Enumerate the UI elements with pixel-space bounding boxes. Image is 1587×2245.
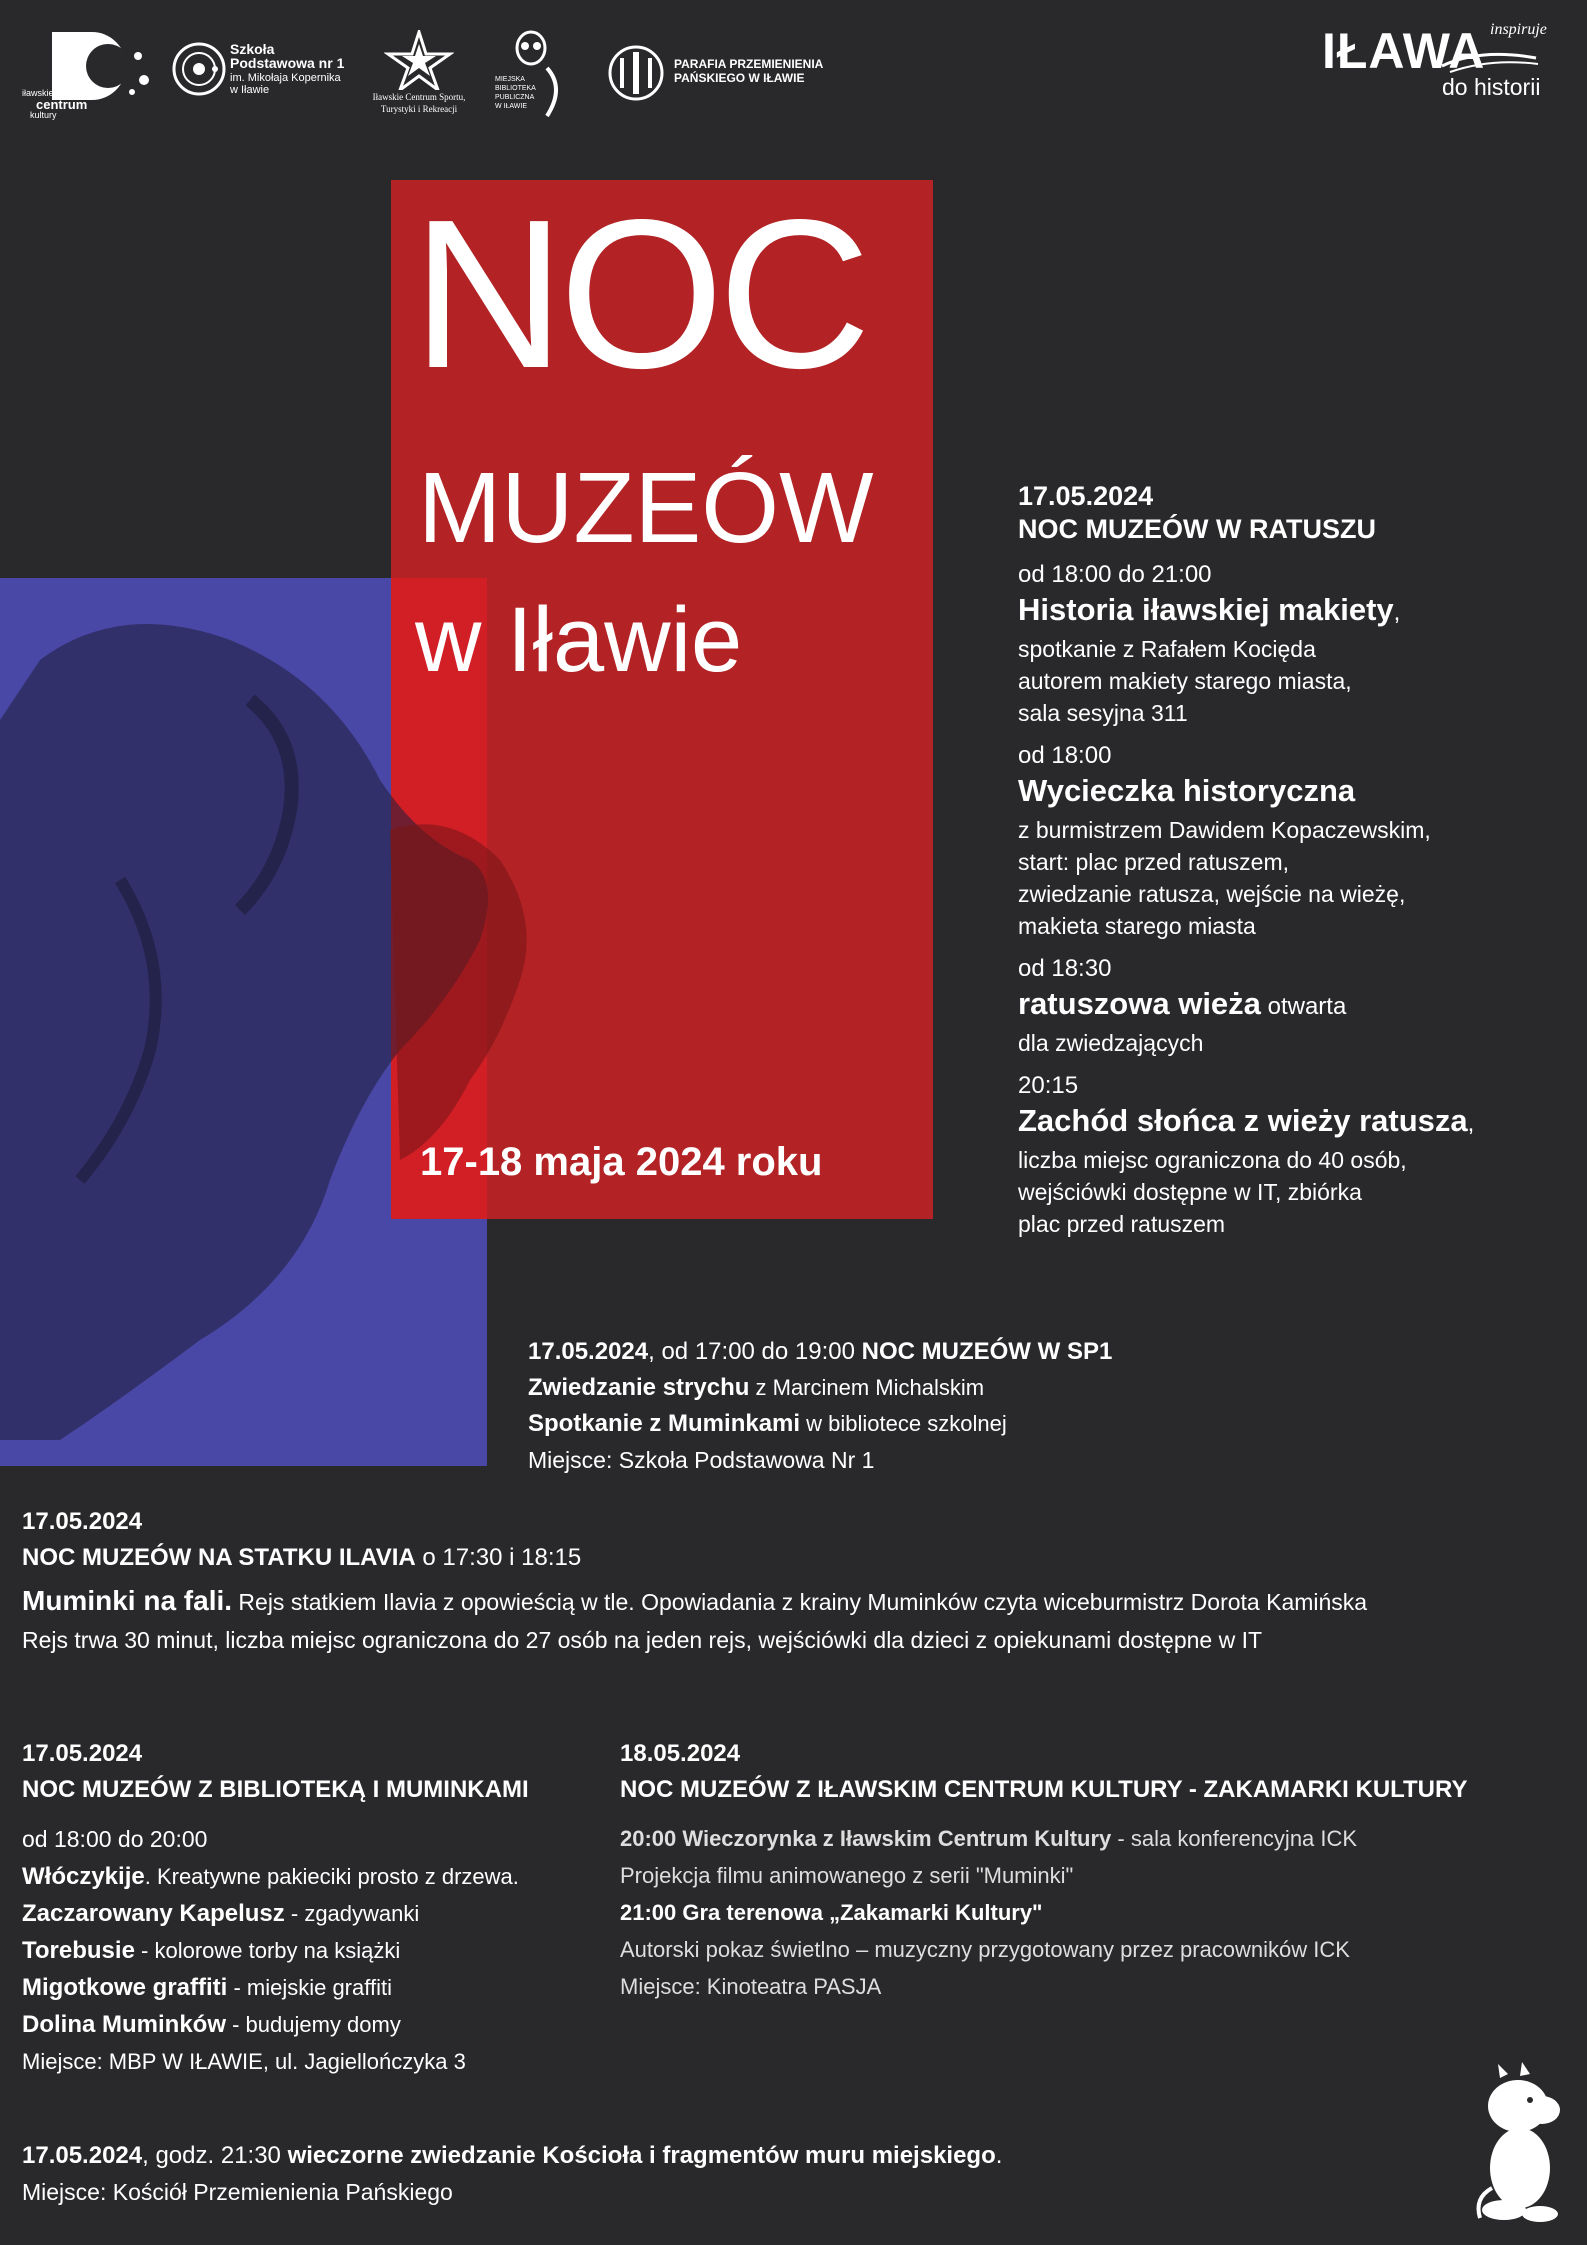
logo-ilawa — [1320, 22, 1560, 102]
biblioteka-item-rest: - zgadywanki — [284, 1901, 420, 1926]
parafia-line2: PAŃSKIEGO W IŁAWIE — [674, 71, 805, 85]
sp1-orbit-icon — [172, 42, 226, 96]
ratusz-section — [1018, 480, 1578, 1240]
biblioteka-item-rest: . Kreatywne pakieciki prosto z drzewa. — [144, 1864, 519, 1889]
logo-sp1 — [172, 40, 352, 100]
logo-mbp — [495, 28, 567, 120]
event-detail: plac przed ratuszem — [1018, 1211, 1226, 1237]
sp1-item1-name: Zwiedzanie strychu — [528, 1374, 750, 1401]
hero-noc: NOC — [412, 175, 866, 412]
kosciol-place: Miejsce: Kościół Przemienienia Pańskiego — [22, 2179, 453, 2205]
statek-date: 17.05.2024 — [22, 1508, 143, 1535]
kosciol-time: , godz. 21:30 — [142, 2142, 288, 2169]
ratusz-event — [1018, 1071, 1578, 1240]
sp1-section — [528, 1334, 1428, 1479]
star-icon — [384, 30, 454, 90]
ratusz-event — [1018, 560, 1578, 729]
biblioteka-item-rest: - kolorowe torby na książki — [134, 1938, 401, 1963]
kosciol-section — [22, 2138, 1422, 2211]
event-name: Historia iławskiej makiety — [1018, 592, 1394, 627]
kosciol-name: wieczorne zwiedzanie Kościoła i fragmentów muru miejskiego — [287, 2142, 996, 2169]
event-time: 20:15 — [1018, 1072, 1079, 1099]
event-detail: dla zwiedzających — [1018, 1030, 1204, 1056]
ratusz-date: 17.05.2024 — [1018, 481, 1154, 511]
biblioteka-time: od 18:00 do 20:00 — [22, 1826, 208, 1852]
biblioteka-item-name: Migotkowe graffiti — [22, 1974, 228, 2001]
ick-line1: iławskie — [22, 88, 54, 98]
event-time: od 18:00 do 21:00 — [1018, 561, 1212, 588]
sp1-time: , od 17:00 do 19:00 — [648, 1338, 862, 1365]
biblioteka-item-name: Zaczarowany Kapelusz — [22, 1900, 285, 1927]
icsir-line1: Iławskie Centrum Sportu, — [372, 92, 466, 102]
event-detail: z burmistrzem Dawidem Kopaczewskim, — [1018, 817, 1431, 843]
parafia-emblem-icon — [606, 44, 666, 102]
statek-title: NOC MUZEÓW NA STATKU ILAVIA — [22, 1544, 416, 1571]
ilawa-name: IŁAWA — [1322, 23, 1486, 79]
mbp-line2: BIBLIOTEKA — [495, 85, 536, 92]
event-detail: start: plac przed ratuszem, — [1018, 849, 1289, 875]
statek-desc2: Rejs trwa 30 minut, liczba miejsc ograniczona do 27 osób na jeden rejs, wejściówki dla dzieci z opiekunami dostępne w IT — [22, 1627, 1263, 1653]
event-name: Zachód słońca z wieży ratusza — [1018, 1103, 1468, 1138]
event-detail: spotkanie z Rafałem Kocięda — [1018, 636, 1316, 662]
sp1-line4: w Iławie — [230, 84, 270, 96]
sp1-item2-name: Spotkanie z Muminkami — [528, 1410, 801, 1437]
event-detail: zwiedzanie ratusza, wejście na wieżę, — [1018, 881, 1406, 907]
statek-section — [22, 1504, 1562, 1657]
biblioteka-item-name: Torebusie — [22, 1937, 135, 1964]
ick-title: NOC MUZEÓW Z IŁAWSKIM CENTRUM KULTURY - ZAKAMARKI KULTURY — [620, 1776, 1468, 1803]
ick-item1-line2: Projekcja filmu animowanego z serii "Muminki" — [620, 1863, 1074, 1888]
ilawa-wave-icon — [1440, 46, 1540, 76]
ick-item2-name: 21:00 Gra terenowa „Zakamarki Kultury" — [620, 1900, 1043, 1925]
mbp-line4: W IŁAWIE — [495, 103, 528, 110]
biblioteka-section — [22, 1736, 612, 2080]
ick-line3: kultury — [30, 110, 57, 120]
ick-place: Miejsce: Kinoteatra PASJA — [620, 1974, 882, 1999]
kosciol-date: 17.05.2024 — [22, 2142, 143, 2169]
sp1-item1-rest: z Marcinem Michalskim — [749, 1375, 985, 1400]
ick-item1-rest: - sala konferencyjna ICK — [1111, 1826, 1358, 1851]
sp1-item2-rest: w bibliotece szkolnej — [800, 1411, 1007, 1436]
ratusz-event — [1018, 741, 1578, 942]
biblioteka-item-name: Dolina Muminków — [22, 2011, 226, 2038]
ilawa-sub: do historii — [1442, 74, 1541, 100]
icsir-line2: Turystyki i Rekreacji — [380, 104, 458, 114]
event-time: od 18:00 — [1018, 742, 1112, 769]
biblioteka-date: 17.05.2024 — [22, 1740, 143, 1767]
event-name-suffix: , — [1393, 599, 1401, 626]
event-name-suffix: , — [1467, 1110, 1475, 1137]
sp1-line2: Podstawowa nr 1 — [230, 55, 345, 71]
ick-item2-line2: Autorski pokaz świetlno – muzyczny przygotowany przez pracowników ICK — [620, 1937, 1350, 1962]
event-detail: makieta starego miasta — [1018, 913, 1256, 939]
sp1-date: 17.05.2024 — [528, 1338, 649, 1365]
hero-muzeow: MUZEÓW — [418, 452, 874, 564]
event-time: od 18:30 — [1018, 955, 1112, 982]
mbp-line1: MIEJSKA — [495, 76, 525, 83]
hero-w-ilawie: w Iławie — [415, 589, 743, 691]
logo-ick — [20, 28, 155, 120]
logo-icsir — [364, 30, 474, 120]
biblioteka-place: Miejsce: MBP W IŁAWIE, ul. Jagiellończyka 3 — [22, 2049, 466, 2074]
statek-name: Muminki na fali. — [22, 1585, 233, 1616]
event-detail: wejściówki dostępne w IT, zbiórka — [1018, 1179, 1362, 1205]
event-detail: autorem makiety starego miasta, — [1018, 668, 1352, 694]
ick-date: 18.05.2024 — [620, 1740, 741, 1767]
parafia-line1: PARAFIA PRZEMIENIENIA — [674, 57, 824, 71]
event-detail: liczba miejsc ograniczona do 40 osób, — [1018, 1147, 1407, 1173]
event-name: Wycieczka historyczna — [1018, 773, 1356, 808]
biblioteka-item-rest: - miejskie graffiti — [227, 1975, 392, 2000]
moomin-icon — [1470, 2058, 1570, 2228]
biblioteka-item-rest: - budujemy domy — [226, 2012, 401, 2037]
ratusz-title: NOC MUZEÓW W RATUSZU — [1018, 514, 1376, 544]
ick-section — [620, 1736, 1580, 2005]
event-name: ratuszowa wieża — [1018, 986, 1261, 1021]
statek-desc1: Rejs statkiem Ilavia z opowieścią w tle. Opowiadania z krainy Muminków czyta wiceburmistrz Dorota Kamińska — [232, 1589, 1368, 1615]
event-detail: sala sesyjna 311 — [1018, 700, 1188, 726]
biblioteka-title: NOC MUZEÓW Z BIBLIOTEKĄ I MUMINKAMI — [22, 1776, 529, 1803]
sp1-line3: im. Mikołaja Kopernika — [230, 72, 341, 84]
statek-time: o 17:30 i 18:15 — [415, 1544, 582, 1571]
sp1-line1: Szkoła — [230, 41, 275, 57]
ilawa-tag: inspiruje — [1490, 21, 1547, 38]
kosciol-dot: . — [995, 2142, 1003, 2169]
event-name-suffix: otwarta — [1260, 993, 1347, 1020]
sp1-place: Miejsce: Szkoła Podstawowa Nr 1 — [528, 1447, 875, 1473]
biblioteka-item-name: Włóczykije — [22, 1863, 145, 1890]
ick-item1-name: 20:00 Wieczorynka z Iławskim Centrum Kultury — [620, 1826, 1112, 1851]
ick-line2: centrum — [36, 97, 88, 112]
mbp-line3: PUBLICZNA — [495, 94, 535, 101]
sp1-title: NOC MUZEÓW W SP1 — [861, 1338, 1113, 1365]
ratusz-event — [1018, 954, 1578, 1059]
hero-dates: 17-18 maja 2024 roku — [420, 1140, 823, 1184]
